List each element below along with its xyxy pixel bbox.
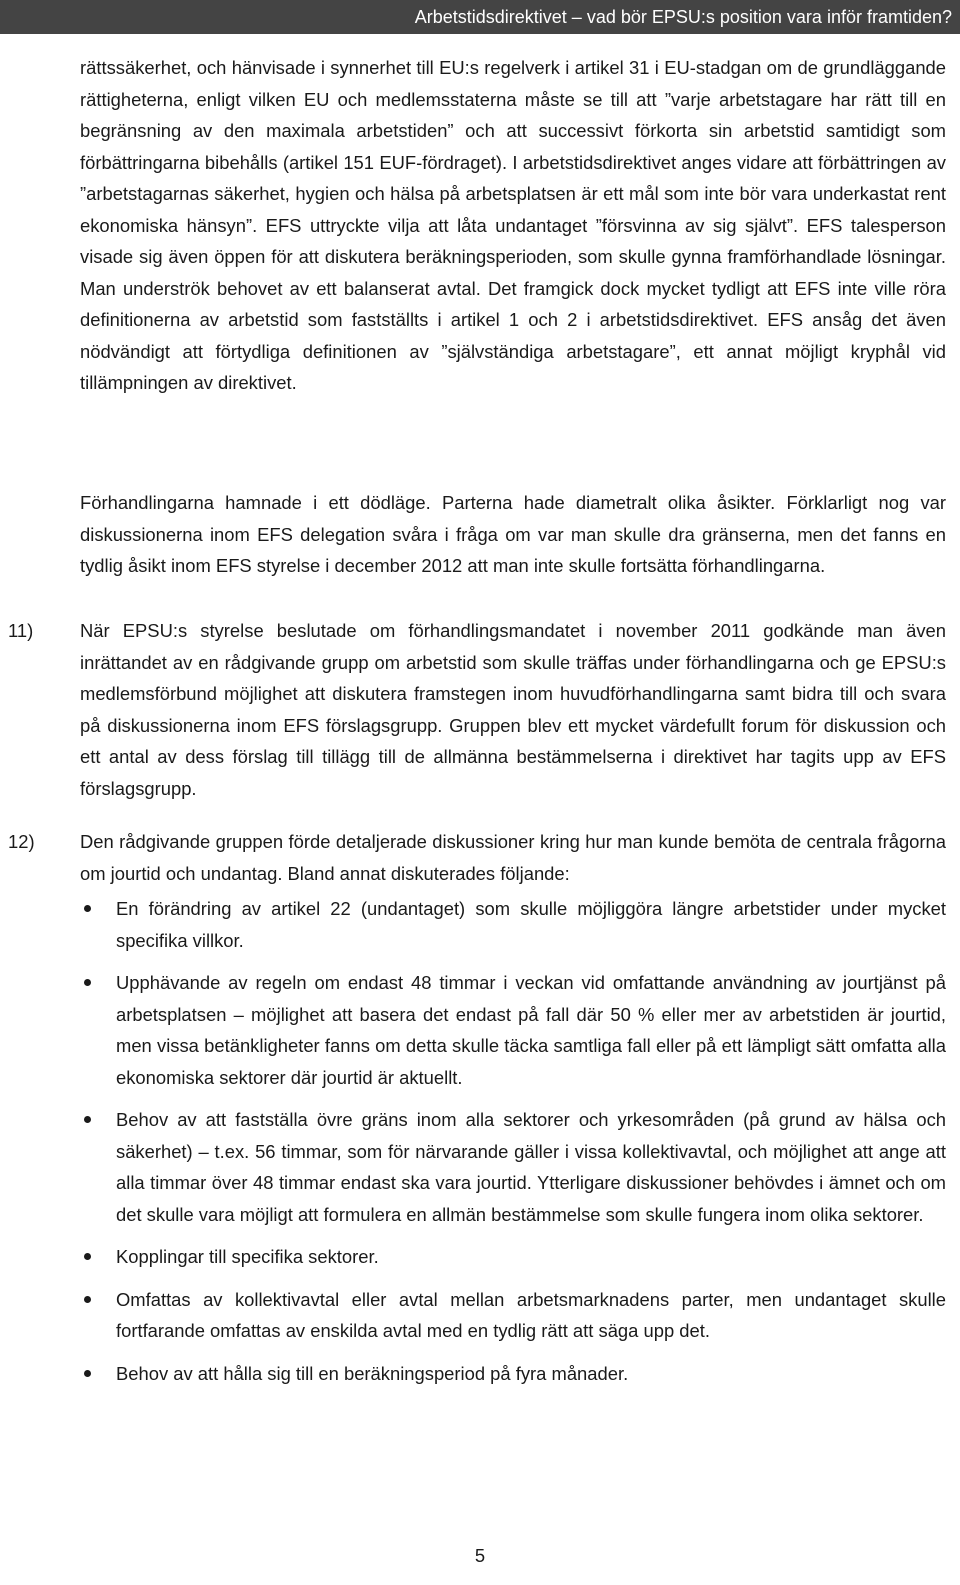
list-item [80, 967, 946, 1093]
list-item-text: Kopplingar till specifika sektorer. [116, 1246, 379, 1267]
header-title: Arbetstidsdirektivet – vad bör EPSU:s position vara inför framtiden? [414, 7, 952, 27]
numbered-item-12 [8, 826, 946, 1400]
item-body [80, 826, 946, 1389]
list-item [80, 893, 946, 956]
list-item [80, 1284, 946, 1347]
list-item-text: Omfattas av kollektivavtal eller avtal mellan arbetsmarknadens parter, men undantaget skulle fortfarande omfattas av enskilda avtal med en tydlig rätt att säga upp det. [116, 1288, 946, 1341]
list-item [80, 1104, 946, 1230]
item-text: När EPSU:s styrelse beslutade om förhandlingsmandatet i november 2011 godkände man även inrättandet av en rådgivande grupp om arbetstid som skulle träffas under förhandlingarna och ge EPSU:s medlemsförbund möjlighet att diskutera framstegen inom huvudförhandlingarna samt bidra till och svara på diskussionerna inom EFS förslagsgrupp. Gruppen blev ett mycket värdefullt forum för diskussion och ett antal av dess förslag till tillägg till de allmänna bestämmelserna i direktivet har tagits upp av EFS förslagsgrupp. [80, 620, 946, 799]
numbered-item-11 [8, 615, 946, 804]
bullet-icon [84, 1370, 91, 1377]
list-item [80, 1241, 946, 1273]
running-header [0, 0, 960, 34]
item-text: Den rådgivande gruppen förde detaljerade diskussioner kring hur man kunde bemöta de centrala frågorna om jourtid och undantag. Bland annat diskuterades följande: [80, 831, 946, 884]
item-number: 11) [8, 620, 34, 641]
bullet-icon [84, 1116, 91, 1123]
item-number: 12) [8, 831, 35, 852]
list-item-text: Behov av att hålla sig till en beräkningsperiod på fyra månader. [116, 1362, 629, 1384]
bullet-icon [84, 979, 91, 986]
bullet-icon [84, 905, 91, 912]
paragraph: rättssäkerhet, och hänvisade i synnerhet till EU:s regelverk i artikel 31 i EU-stadgan om de grundläggande rättigheterna, enligt vilken EU och medlemsstaterna måste se till att ”varje arbetstagare har rätt till en begränsning av den maximala arbetstiden” och att successivt förkorta sin arbetstid samtidigt som förbättringarna bibehålls (artikel 151 EUF-fördraget). I arbetstidsdirektivet anges vidare att förbättringen av ”arbetstagarnas säkerhet, hygien och hälsa på arbetsplatsen är ett mål som inte bör vara underkastat rent ekonomiska hänsyn”. EFS uttryckte vilja att låta undantaget ”försvinna av sig självt”. EFS talesperson visade sig även öppen för att diskutera beräkningsperioden, som skulle gynna framförhandlade lösningar. Man underströk behovet av ett balanserat avtal. Det framgick dock mycket tydligt att EFS inte ville röra definitionerna av arbetstid som fastställts i artikel 1 och 2 i arbetstidsdirektivet. EFS ansåg det även nödvändigt att förtydliga definitionen av ”självständiga arbetstagare”, ett annat möjligt kryphål vid tillämpningen av direktivet. [80, 57, 946, 393]
list-item-text: En förändring av artikel 22 (undantaget) som skulle möjliggöra längre arbetstider under mycket specifika villkor. [116, 898, 946, 951]
bullet-list [80, 893, 946, 1389]
list-item-text: Behov av att fastställa övre gräns inom alla sektorer och yrkesområden (på grund av hälsa och säkerhet) – t.ex. 56 timmar, som för närvarande gäller i vissa kollektivavtal, och möjlighet att ange att alla timmar över 48 timmar endast ska vara jourtid. Ytterligare diskussioner behövdes i ämnet och om det skulle vara möjligt att formulera en allmän bestämmelse som skulle fungera inom olika sektorer. [116, 1109, 946, 1225]
bullet-icon [84, 1296, 91, 1303]
list-item-text: Upphävande av regeln om endast 48 timmar i veckan vid omfattande användning av jourtjänst på arbetsplatsen – möjlighet att basera det endast på fall där 50 % eller mer av arbetstiden är jourtid, men vissa betänkligheter fanns om detta skulle täcka samtliga fall eller på ett lämpligt sätt omfatta alla ekonomiska sektorer där jourtid är aktuellt. [116, 972, 946, 1088]
list-item [80, 1358, 946, 1390]
bullet-icon [84, 1253, 91, 1260]
page-number: 5 [474, 1545, 486, 1566]
paragraph: Förhandlingarna hamnade i ett dödläge. Parterna hade diametralt olika åsikter. Förklarligt nog var diskussionerna inom EFS delegation svåra i fråga om var man skulle dra gränserna, men det fanns en tydlig åsikt inom EFS styrelse i december 2012 att man inte skulle fortsätta förhandlingarna. [80, 492, 946, 576]
